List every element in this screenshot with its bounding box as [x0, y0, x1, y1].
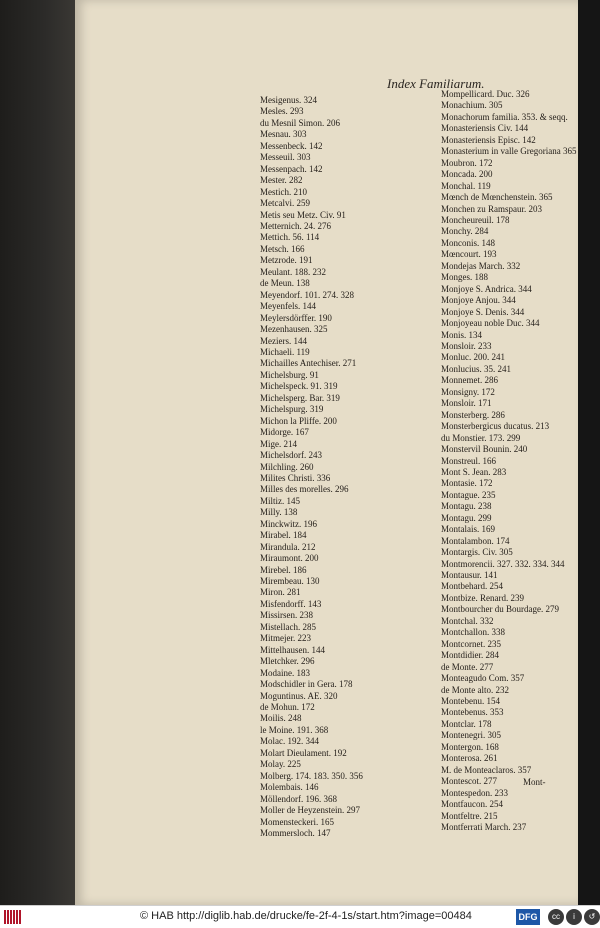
index-entry: Montargis. Civ. 305 [441, 547, 513, 558]
index-entry: Montergon. 168 [441, 741, 499, 752]
index-entry: Monges. 188 [441, 272, 488, 283]
index-entry: Montbehard. 254 [441, 581, 503, 592]
index-entry: Molart Dieulament. 192 [260, 747, 347, 758]
index-entry: Moncheureuil. 178 [441, 214, 510, 225]
index-entry: Monjoye S. Denis. 344 [441, 306, 525, 317]
index-entry: Miltiz. 145 [260, 495, 300, 506]
index-entry: Monlucius. 35. 241 [441, 363, 512, 374]
source-link[interactable]: © HAB http://diglib.hab.de/drucke/fe-2f-4-1s/start.htm?image=00484 [140, 910, 472, 922]
index-entry: Monasterium in valle Gregoriana 365 [441, 146, 577, 157]
index-entry: Montcornet. 235 [441, 638, 501, 649]
scan-right-margin [578, 0, 600, 905]
book-page [75, 0, 578, 905]
index-entry: de Meun. 138 [260, 278, 310, 289]
index-entry: Mœnch de Mœnchenstein. 365 [441, 192, 553, 203]
index-entry: Monjoyeau noble Duc. 344 [441, 318, 540, 329]
index-entry: Misfendorff. 143 [260, 598, 322, 609]
index-entry: Mitmejer. 223 [260, 633, 311, 644]
viewer-footer [0, 905, 600, 928]
index-entry: Meyenfels. 144 [260, 301, 316, 312]
index-entry: Montchal. 332 [441, 615, 494, 626]
index-column-right [441, 89, 576, 833]
index-entry: Montfeltre. 215 [441, 810, 498, 821]
index-entry: Miraumont. 200 [260, 553, 319, 564]
index-entry: Michelspeck. 91. 319 [260, 381, 338, 392]
index-entry: Monchal. 119 [441, 180, 491, 191]
index-entry: Montmorencii. 327. 332. 334. 344 [441, 558, 565, 569]
index-entry: Monasteriensis Episc. 142 [441, 134, 536, 145]
index-entry: Montasie. 172 [441, 478, 493, 489]
index-entry: Montalais. 169 [441, 524, 495, 535]
sa-icon: ↺ [584, 909, 600, 925]
index-entry: Monjoye S. Andrica. 344 [441, 283, 532, 294]
index-entry: Montalambon. 174 [441, 535, 510, 546]
index-entry: Mirandula. 212 [260, 541, 316, 552]
index-entry: Montbourcher du Bourdage. 279 [441, 604, 559, 615]
index-entry: Michailles Antechiser. 271 [260, 358, 357, 369]
index-entry: Moncada. 200 [441, 169, 493, 180]
index-entry: du Mesnil Simon. 206 [260, 117, 341, 128]
index-entry: Montausur. 141 [441, 570, 498, 581]
index-entry: Mirembeau. 130 [260, 576, 320, 587]
hab-logo-icon [4, 910, 22, 924]
index-entry: Messeuil. 303 [260, 152, 311, 163]
index-entry: Montagu. 299 [441, 512, 492, 523]
cc-icon: cc [548, 909, 564, 925]
index-entry: Mistellach. 285 [260, 621, 316, 632]
index-entry: Meziers. 144 [260, 335, 307, 346]
index-entry: Monchy. 284 [441, 226, 489, 237]
index-entry: Milly. 138 [260, 507, 298, 518]
index-entry: Montdidier. 284 [441, 650, 499, 661]
index-entry: M. de Monteaclaros. 357 [441, 764, 532, 775]
index-entry: Mesigenus. 324 [260, 95, 317, 105]
index-entry: Mompellicard. Duc. 326 [441, 89, 530, 99]
index-entry: Mirebel. 186 [260, 564, 307, 575]
index-entry: Monsterberg. 286 [441, 409, 505, 420]
index-entry: Michelsperg. Bar. 319 [260, 392, 340, 403]
index-entry: Monteagudo Com. 357 [441, 673, 525, 684]
index-entry: Monterosa. 261 [441, 753, 498, 764]
index-entry: Möllendorf. 196. 368 [260, 793, 337, 804]
index-entry: Molembais. 146 [260, 782, 319, 793]
index-entry: Montebenu. 154 [441, 696, 500, 707]
index-entry: Mige. 214 [260, 438, 297, 449]
index-entry: Metzrode. 191 [260, 255, 313, 266]
index-entry: Montclar. 178 [441, 718, 492, 729]
index-entry: Moubron. 172 [441, 157, 493, 168]
index-entry: Miron. 281 [260, 587, 301, 598]
index-entry: Messenbeck. 142 [260, 140, 323, 151]
index-entry: Milchling. 260 [260, 461, 314, 472]
index-entry: Modschidler in Gera. 178 [260, 679, 353, 690]
index-entry: Michelspurg. 319 [260, 404, 324, 415]
index-entry: Monsterbergicus ducatus. 213 [441, 421, 550, 432]
index-column-left [260, 95, 363, 839]
index-entry: Montfaucon. 254 [441, 799, 503, 810]
index-entry: Montescot. 277 [441, 776, 497, 787]
index-entry: Mestich. 210 [260, 186, 307, 197]
index-entry: Michelsburg. 91 [260, 369, 319, 380]
index-entry: Mester. 282 [260, 175, 303, 186]
index-entry: Mœncourt. 193 [441, 249, 497, 260]
index-entry: Momensteckeri. 165 [260, 816, 334, 827]
index-entry: Montchallon. 338 [441, 627, 505, 638]
index-entry: Monachium. 305 [441, 100, 503, 111]
index-entry: Monachorum familia. 353. & seqq. [441, 111, 568, 122]
index-entry: Montespedon. 233 [441, 787, 508, 798]
running-head: Index Familiarum. [387, 76, 485, 91]
index-entry: Metcalvi. 259 [260, 198, 310, 209]
index-entry: Molac. 192. 344 [260, 736, 319, 747]
scan-left-margin [0, 0, 75, 905]
index-entry: Michon la Pliffe. 200 [260, 415, 337, 426]
index-entry: Moller de Heyzenstein. 297 [260, 805, 360, 816]
index-entry: Monstervil Bounin. 240 [441, 444, 528, 455]
index-entry: de Monte. 277 [441, 661, 494, 672]
index-entry: Monluc. 200. 241 [441, 352, 505, 363]
index-entry: Mittelhausen. 144 [260, 644, 325, 655]
index-entry: Meylersdörffer. 190 [260, 312, 332, 323]
catchword: Mont- [523, 777, 546, 787]
index-entry: Montbize. Renard. 239 [441, 592, 524, 603]
index-entry: Metternich. 24. 276 [260, 220, 331, 231]
by-icon: i [566, 909, 582, 925]
index-entry: Modaine. 183 [260, 667, 310, 678]
index-entry: Mirabel. 184 [260, 530, 307, 541]
index-entry: Montferrati March. 237 [441, 822, 527, 832]
index-entry: Mettich. 56. 114 [260, 232, 320, 243]
index-entry: Monsloir. 171 [441, 398, 492, 409]
index-entry: Mont S. Jean. 283 [441, 466, 507, 477]
index-entry: le Moine. 191. 368 [260, 724, 329, 735]
index-entry: Milles des morelles. 296 [260, 484, 349, 495]
index-entry: Mesnau. 303 [260, 129, 307, 140]
index-entry: Montagu. 238 [441, 501, 492, 512]
index-entry: Mletchker. 296 [260, 656, 315, 667]
index-entry: Monstreul. 166 [441, 455, 496, 466]
index-entry: Michelsdorf. 243 [260, 450, 322, 461]
index-entry: Molberg. 174. 183. 350. 356 [260, 770, 363, 781]
index-entry: Meulant. 188. 232 [260, 266, 326, 277]
index-entry: Michaeli. 119 [260, 346, 310, 357]
index-entry: Metis seu Metz. Civ. 91 [260, 209, 346, 220]
index-entry: Monsigny. 172 [441, 386, 495, 397]
index-entry: Monchen zu Ramspaur. 203 [441, 203, 542, 214]
index-entry: Midorge. 167 [260, 427, 309, 438]
index-entry: Moilis. 248 [260, 713, 302, 724]
index-entry: Metsch. 166 [260, 243, 305, 254]
index-entry: Missirsen. 238 [260, 610, 314, 621]
index-entry: Montenegri. 305 [441, 730, 501, 741]
index-entry: Montebenus. 353 [441, 707, 504, 718]
index-entry: Minckwitz. 196 [260, 518, 317, 529]
index-entry: Monnemet. 286 [441, 375, 498, 386]
index-entry: Monconis. 148 [441, 237, 495, 248]
index-entry: Messenpach. 142 [260, 163, 323, 174]
index-entry: Mesles. 293 [260, 106, 304, 117]
index-entry: de Monte alto. 232 [441, 684, 509, 695]
index-entry: Monasteriensis Civ. 144 [441, 123, 529, 134]
index-entry: Mondejas March. 332 [441, 260, 521, 271]
index-entry: Moguntinus. AE. 320 [260, 690, 338, 701]
index-entry: Mezenhausen. 325 [260, 324, 328, 335]
index-entry: de Mohun. 172 [260, 702, 315, 713]
index-entry: Monsloir. 233 [441, 340, 492, 351]
index-entry: Milites Christi. 336 [260, 472, 331, 483]
index-entry: Molay. 225 [260, 759, 301, 770]
index-entry: Monjoye Anjou. 344 [441, 295, 516, 306]
index-entry: du Monstier. 173. 299 [441, 432, 521, 443]
index-entry: Monis. 134 [441, 329, 483, 340]
index-entry: Meyendorf. 101. 274. 328 [260, 289, 354, 300]
index-entry: Montague. 235 [441, 489, 496, 500]
dfg-logo: DFG [516, 909, 540, 925]
index-entry: Mommersloch. 147 [260, 828, 331, 838]
